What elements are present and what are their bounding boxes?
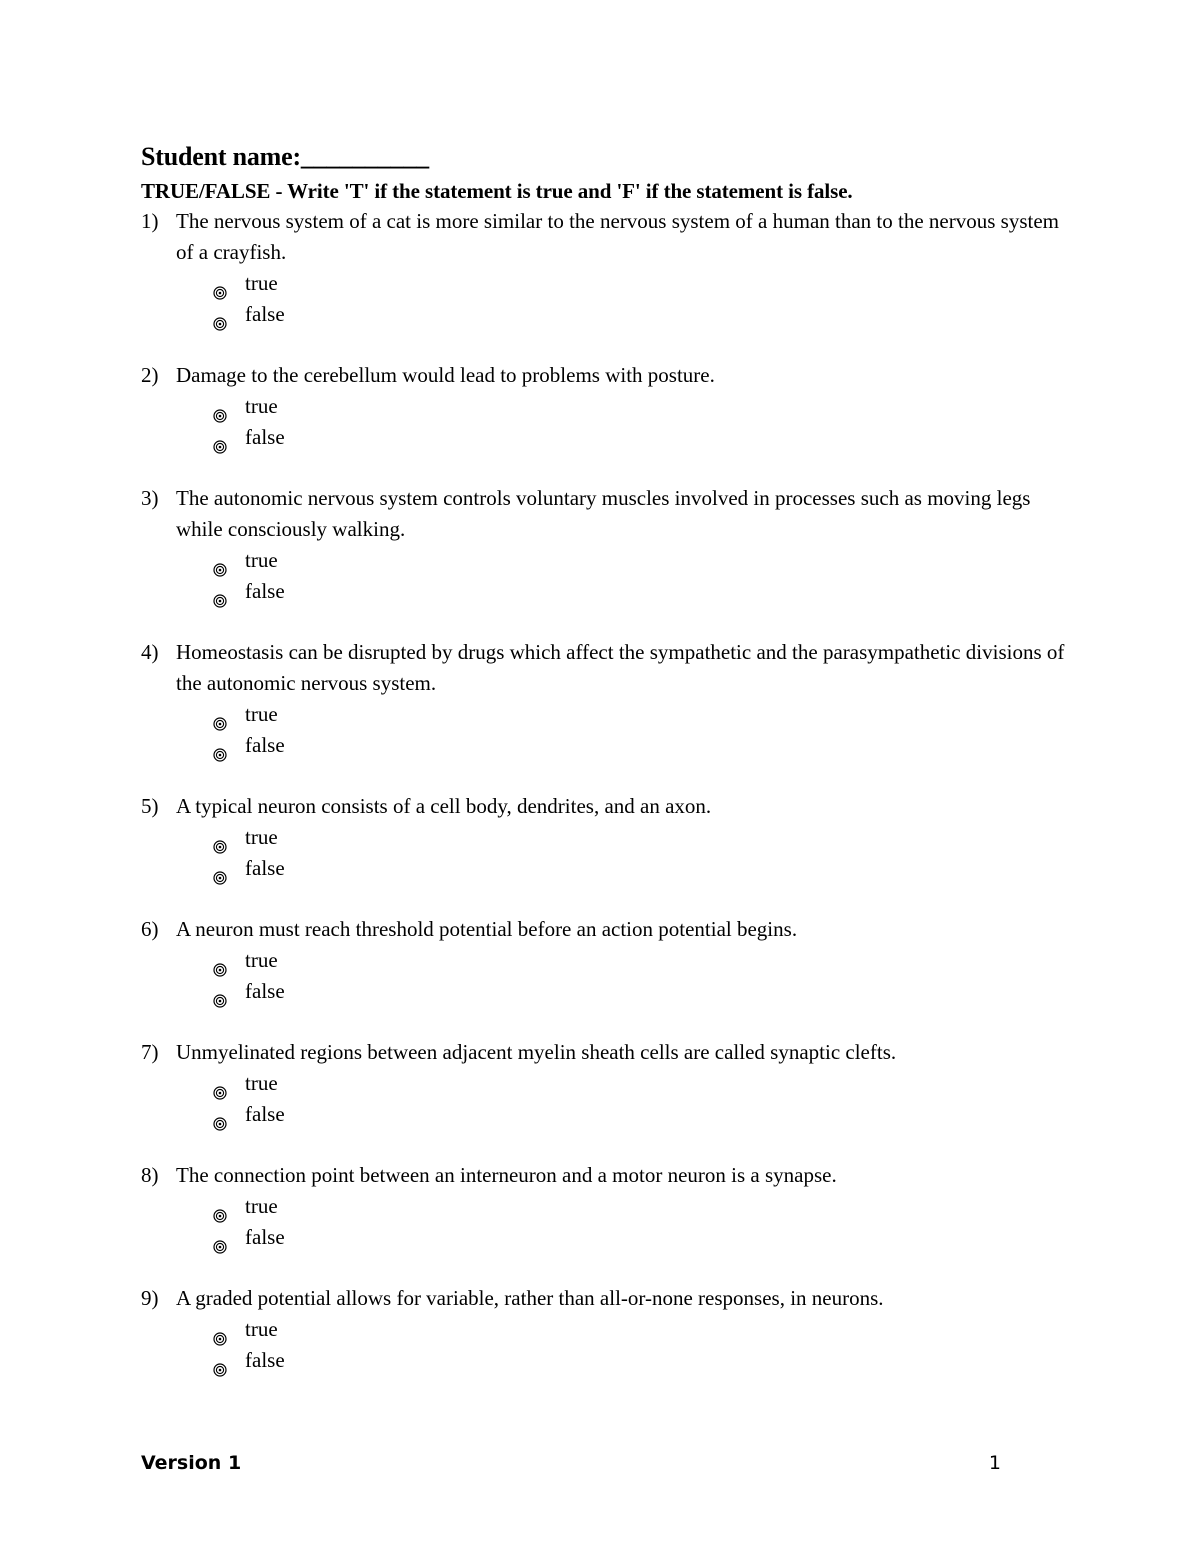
question-number: 9) xyxy=(141,1286,159,1310)
answer-option-label: true xyxy=(245,948,278,972)
question-number: 6) xyxy=(141,917,159,941)
answer-option-true[interactable] xyxy=(213,1314,1081,1345)
question-row xyxy=(141,206,1081,268)
answer-option-label: true xyxy=(245,1194,278,1218)
question-item xyxy=(141,1037,1081,1130)
question-number: 5) xyxy=(141,794,159,818)
answer-option-label: false xyxy=(245,425,285,449)
question-spacer xyxy=(141,453,1081,483)
question-row xyxy=(141,914,1081,945)
answer-option-false[interactable] xyxy=(213,576,1081,607)
question-text: The autonomic nervous system controls voluntary muscles involved in processes such as moving legs while consciously walking. xyxy=(176,486,1031,541)
answer-options xyxy=(213,391,1081,453)
radio-circle-icon[interactable] xyxy=(213,1324,227,1338)
answer-option-label: true xyxy=(245,271,278,295)
question-spacer xyxy=(141,607,1081,637)
question-number: 1) xyxy=(141,209,159,233)
question-row xyxy=(141,1283,1081,1314)
answer-option-false[interactable] xyxy=(213,976,1081,1007)
answer-option-false[interactable] xyxy=(213,1222,1081,1253)
answer-option-true[interactable] xyxy=(213,1191,1081,1222)
question-text: A typical neuron consists of a cell body, dendrites, and an axon. xyxy=(176,794,712,818)
answer-option-false[interactable] xyxy=(213,853,1081,884)
answer-option-label: true xyxy=(245,825,278,849)
question-text: Unmyelinated regions between adjacent myelin sheath cells are called synaptic clefts. xyxy=(176,1040,897,1064)
answer-option-false[interactable] xyxy=(213,422,1081,453)
worksheet-page xyxy=(141,140,1081,1376)
question-spacer xyxy=(141,1007,1081,1037)
answer-options xyxy=(213,945,1081,1007)
question-row xyxy=(141,791,1081,822)
page-number: 1 xyxy=(988,1452,1001,1474)
question-row xyxy=(141,1037,1081,1068)
answer-options xyxy=(213,1068,1081,1130)
radio-circle-icon[interactable] xyxy=(213,309,227,323)
answer-option-true[interactable] xyxy=(213,822,1081,853)
radio-circle-icon[interactable] xyxy=(213,432,227,446)
question-text: A graded potential allows for variable, rather than all-or-none responses, in neurons. xyxy=(176,1286,884,1310)
instructions: TRUE/FALSE - Write 'T' if the statement is true and 'F' if the statement is false. xyxy=(141,179,853,203)
student-name-label: Student name:__________ xyxy=(141,142,429,171)
answer-options xyxy=(213,545,1081,607)
radio-circle-icon[interactable] xyxy=(213,555,227,569)
answer-option-false[interactable] xyxy=(213,1345,1081,1376)
answer-option-true[interactable] xyxy=(213,268,1081,299)
answer-option-label: false xyxy=(245,302,285,326)
question-item xyxy=(141,360,1081,453)
answer-option-true[interactable] xyxy=(213,1068,1081,1099)
answer-option-true[interactable] xyxy=(213,391,1081,422)
answer-option-label: true xyxy=(245,702,278,726)
question-number: 8) xyxy=(141,1163,159,1187)
question-row xyxy=(141,1160,1081,1191)
question-number: 2) xyxy=(141,363,159,387)
question-item xyxy=(141,1160,1081,1253)
question-item xyxy=(141,1283,1081,1376)
answer-option-label: false xyxy=(245,856,285,880)
answer-option-label: true xyxy=(245,1071,278,1095)
answer-option-label: false xyxy=(245,1348,285,1372)
answer-option-label: false xyxy=(245,733,285,757)
radio-circle-icon[interactable] xyxy=(213,863,227,877)
question-spacer xyxy=(141,1130,1081,1160)
page-footer xyxy=(141,1452,1001,1474)
question-spacer xyxy=(141,884,1081,914)
question-item xyxy=(141,637,1081,761)
radio-circle-icon[interactable] xyxy=(213,955,227,969)
answer-option-false[interactable] xyxy=(213,730,1081,761)
radio-circle-icon[interactable] xyxy=(213,986,227,1000)
radio-circle-icon[interactable] xyxy=(213,709,227,723)
answer-option-true[interactable] xyxy=(213,945,1081,976)
radio-circle-icon[interactable] xyxy=(213,278,227,292)
radio-circle-icon[interactable] xyxy=(213,1355,227,1369)
answer-option-label: false xyxy=(245,579,285,603)
answer-option-label: true xyxy=(245,394,278,418)
question-number: 7) xyxy=(141,1040,159,1064)
radio-circle-icon[interactable] xyxy=(213,586,227,600)
question-item xyxy=(141,791,1081,884)
question-row xyxy=(141,637,1081,699)
question-number: 3) xyxy=(141,486,159,510)
answer-option-true[interactable] xyxy=(213,699,1081,730)
question-list xyxy=(141,206,1081,1376)
question-spacer xyxy=(141,1253,1081,1283)
radio-circle-icon[interactable] xyxy=(213,1232,227,1246)
answer-option-label: false xyxy=(245,1225,285,1249)
question-text: A neuron must reach threshold potential before an action potential begins. xyxy=(176,917,798,941)
radio-circle-icon[interactable] xyxy=(213,832,227,846)
version-label: Version 1 xyxy=(141,1452,242,1474)
answer-option-label: false xyxy=(245,979,285,1003)
question-number: 4) xyxy=(141,640,159,664)
answer-option-false[interactable] xyxy=(213,299,1081,330)
answer-option-false[interactable] xyxy=(213,1099,1081,1130)
answer-option-label: true xyxy=(245,548,278,572)
radio-circle-icon[interactable] xyxy=(213,1078,227,1092)
answer-option-label: true xyxy=(245,1317,278,1341)
question-item xyxy=(141,206,1081,330)
answer-options xyxy=(213,699,1081,761)
answer-option-label: false xyxy=(245,1102,285,1126)
question-text: The connection point between an interneuron and a motor neuron is a synapse. xyxy=(176,1163,837,1187)
answer-options xyxy=(213,822,1081,884)
question-row xyxy=(141,360,1081,391)
radio-circle-icon[interactable] xyxy=(213,1109,227,1123)
question-spacer xyxy=(141,330,1081,360)
radio-circle-icon[interactable] xyxy=(213,1201,227,1215)
radio-circle-icon[interactable] xyxy=(213,401,227,415)
question-spacer xyxy=(141,761,1081,791)
question-text: The nervous system of a cat is more similar to the nervous system of a human than to the nervous system of a crayfish. xyxy=(176,209,1059,264)
question-text: Homeostasis can be disrupted by drugs which affect the sympathetic and the parasympathetic divisions of the autonomic nervous system. xyxy=(176,640,1065,695)
answer-option-true[interactable] xyxy=(213,545,1081,576)
answer-options xyxy=(213,268,1081,330)
radio-circle-icon[interactable] xyxy=(213,740,227,754)
question-text: Damage to the cerebellum would lead to problems with posture. xyxy=(176,363,715,387)
question-item xyxy=(141,914,1081,1007)
answer-options xyxy=(213,1191,1081,1253)
question-item xyxy=(141,483,1081,607)
answer-options xyxy=(213,1314,1081,1376)
question-row xyxy=(141,483,1081,545)
